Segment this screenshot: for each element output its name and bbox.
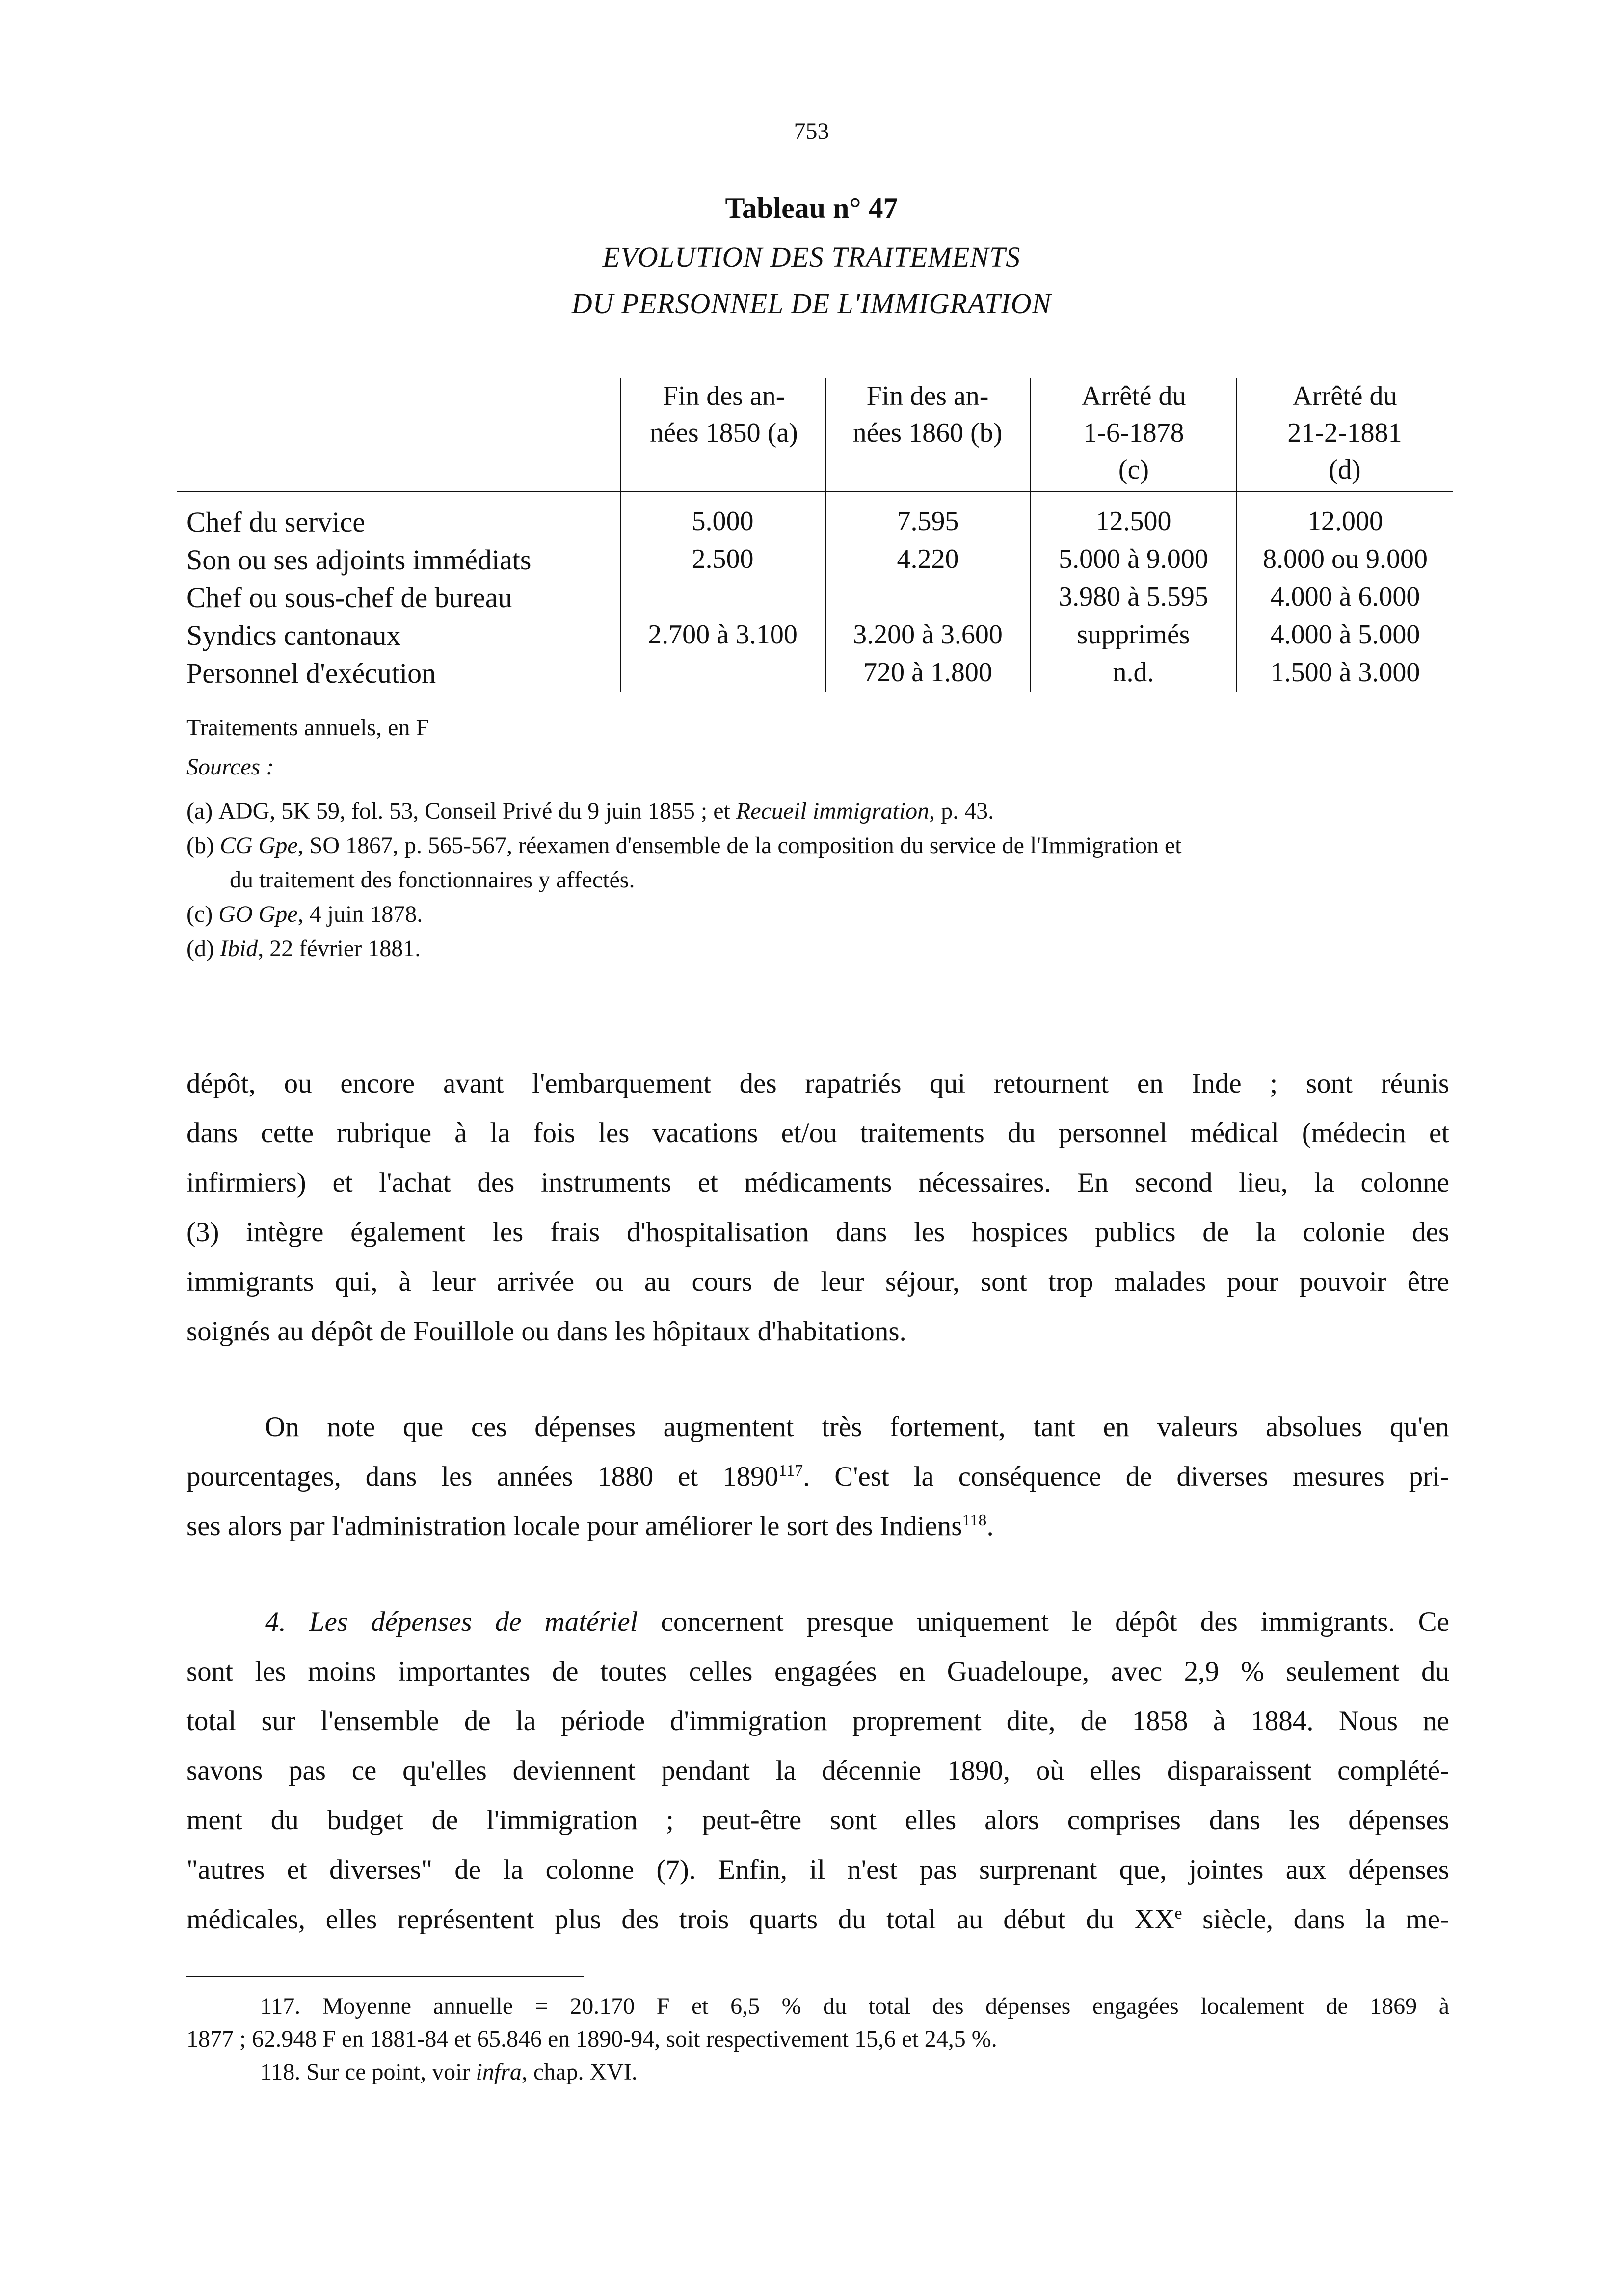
table-cell: 3.200 à 3.600 [853,619,1003,650]
column-header-1850: Fin des an- nées 1850 (a) [650,381,798,448]
body-line: infirmiers) et l'achat des instruments et médicaments nécessaires. En second lieu, la colonne [186,1167,1449,1198]
table-cell: 2.500 [692,544,754,574]
table-cell: 720 à 1.800 [863,657,992,688]
body-line: (3) intègre également les frais d'hospitalisation dans les hospices publics de la colonie des [186,1217,1449,1248]
column-header-1881: Arrêté du 21-2-1881 (d) [1287,381,1402,485]
body-line: dépôt, ou encore avant l'embarquement des rapatriés qui retournent en Inde ; sont réunis [186,1068,1449,1099]
table-cell: 12.000 [1307,506,1383,536]
column-header-1860: Fin des an- nées 1860 (b) [852,381,1003,448]
source-c: (c) GO Gpe, 4 juin 1878. [186,901,423,927]
body-line: médicales, elles représentent plus des trois quarts du total au début du XXe siècle, dans la me- [186,1904,1449,1935]
footnote-117: 117. Moyenne annuelle = 20.170 F et 6,5 % du total des dépenses engagées localement de 1869 à [260,1993,1449,2019]
row-label: Personnel d'exécution [186,657,436,689]
table-cell: 1.500 à 3.000 [1270,657,1420,688]
source-b-continuation: du traitement des fonctionnaires y affectés. [230,867,635,893]
body-line: dans cette rubrique à la fois les vacations et/ou traitements du personnel médical (médecin et [186,1118,1449,1148]
table-unit-note: Traitements annuels, en F [186,715,429,741]
row-label: Chef du service [186,506,365,538]
sources-label: Sources : [186,754,274,780]
table-cell: 8.000 ou 9.000 [1263,544,1428,574]
table-cell: 4.000 à 5.000 [1270,619,1420,650]
source-a: (a) ADG, 5K 59, fol. 53, Conseil Privé du 9 juin 1855 ; et Recueil immigration, p. 43. [186,798,994,824]
table-cell: 7.595 [897,506,959,536]
table-cell: 12.500 [1095,506,1171,536]
body-line: pourcentages, dans les années 1880 et 1890$^{117}$. C'est la conséquence de diverses mesures pri- [186,1461,1449,1492]
table-title: Tableau n° 47 [725,192,898,224]
body-line: immigrants qui, à leur arrivée ou au cours de leur séjour, sont trop malades pour pouvoir être [186,1266,1449,1297]
table-cell: 5.000 [692,506,754,536]
table-subtitle-line1: EVOLUTION DES TRAITEMENTS [602,241,1021,273]
table-cell: 5.000 à 9.000 [1059,544,1208,574]
row-label: Son ou ses adjoints immédiats [186,544,532,576]
table-cell: supprimés [1077,619,1190,650]
body-line: sont les moins importantes de toutes celles engagées en Guadeloupe, avec 2,9 % seulement du [186,1656,1449,1687]
table-cell: 4.000 à 6.000 [1270,582,1420,612]
footnote-117-continuation: 1877 ; 62.948 F en 1881-84 et 65.846 en 1890-94, soit respectivement 15,6 et 24,5 %. [186,2026,997,2052]
body-line: savons pas ce qu'elles deviennent pendant la décennie 1890, où elles disparaissent complété- [186,1755,1449,1786]
footnote-ref-118[interactable]: 118 [962,1511,987,1529]
column-header-1878: Arrêté du 1-6-1878 (c) [1081,381,1186,485]
body-line: soignés au dépôt de Fouillole ou dans les hôpitaux d'habitations. [186,1316,906,1347]
table-cell: 3.980 à 5.595 [1059,582,1208,612]
page-number: 753 [794,118,829,144]
table-cell: 4.220 [897,544,959,574]
source-d: (d) Ibid, 22 février 1881. [186,935,421,961]
body-line: ment du budget de l'immigration ; peut-être sont elles alors comprises dans les dépenses [186,1805,1449,1836]
source-b: (b) CG Gpe, SO 1867, p. 565-567, réexamen d'ensemble de la composition du service de l'Immigration et [186,832,1182,858]
body-line: 4. Les dépenses de matériel concernent presque uniquement le dépôt des immigrants. Ce [265,1606,1449,1637]
table-header-rule [177,491,1453,492]
footnote-rule [186,1976,584,1977]
table-cell: n.d. [1113,657,1154,688]
table-cell: 2.700 à 3.100 [648,619,798,650]
row-label: Chef ou sous-chef de bureau [186,582,512,614]
row-label: Syndics cantonaux [186,619,401,651]
body-line: ses alors par l'administration locale pour améliorer le sort des Indiens$^{118}$. [186,1511,994,1542]
body-line: "autres et diverses" de la colonne (7). Enfin, il n'est pas surprenant que, jointes aux dépenses [186,1854,1449,1885]
table-subtitle-line2: DU PERSONNEL DE L'IMMIGRATION [571,288,1052,320]
body-line: On note que ces dépenses augmentent très fortement, tant en valeurs absolues qu'en [265,1412,1449,1442]
footnote-ref-117[interactable]: 117 [778,1462,803,1480]
body-line: total sur l'ensemble de la période d'immigration proprement dite, de 1858 à 1884. Nous ne [186,1706,1449,1736]
footnote-118: 118. Sur ce point, voir infra, chap. XVI. [260,2059,638,2085]
